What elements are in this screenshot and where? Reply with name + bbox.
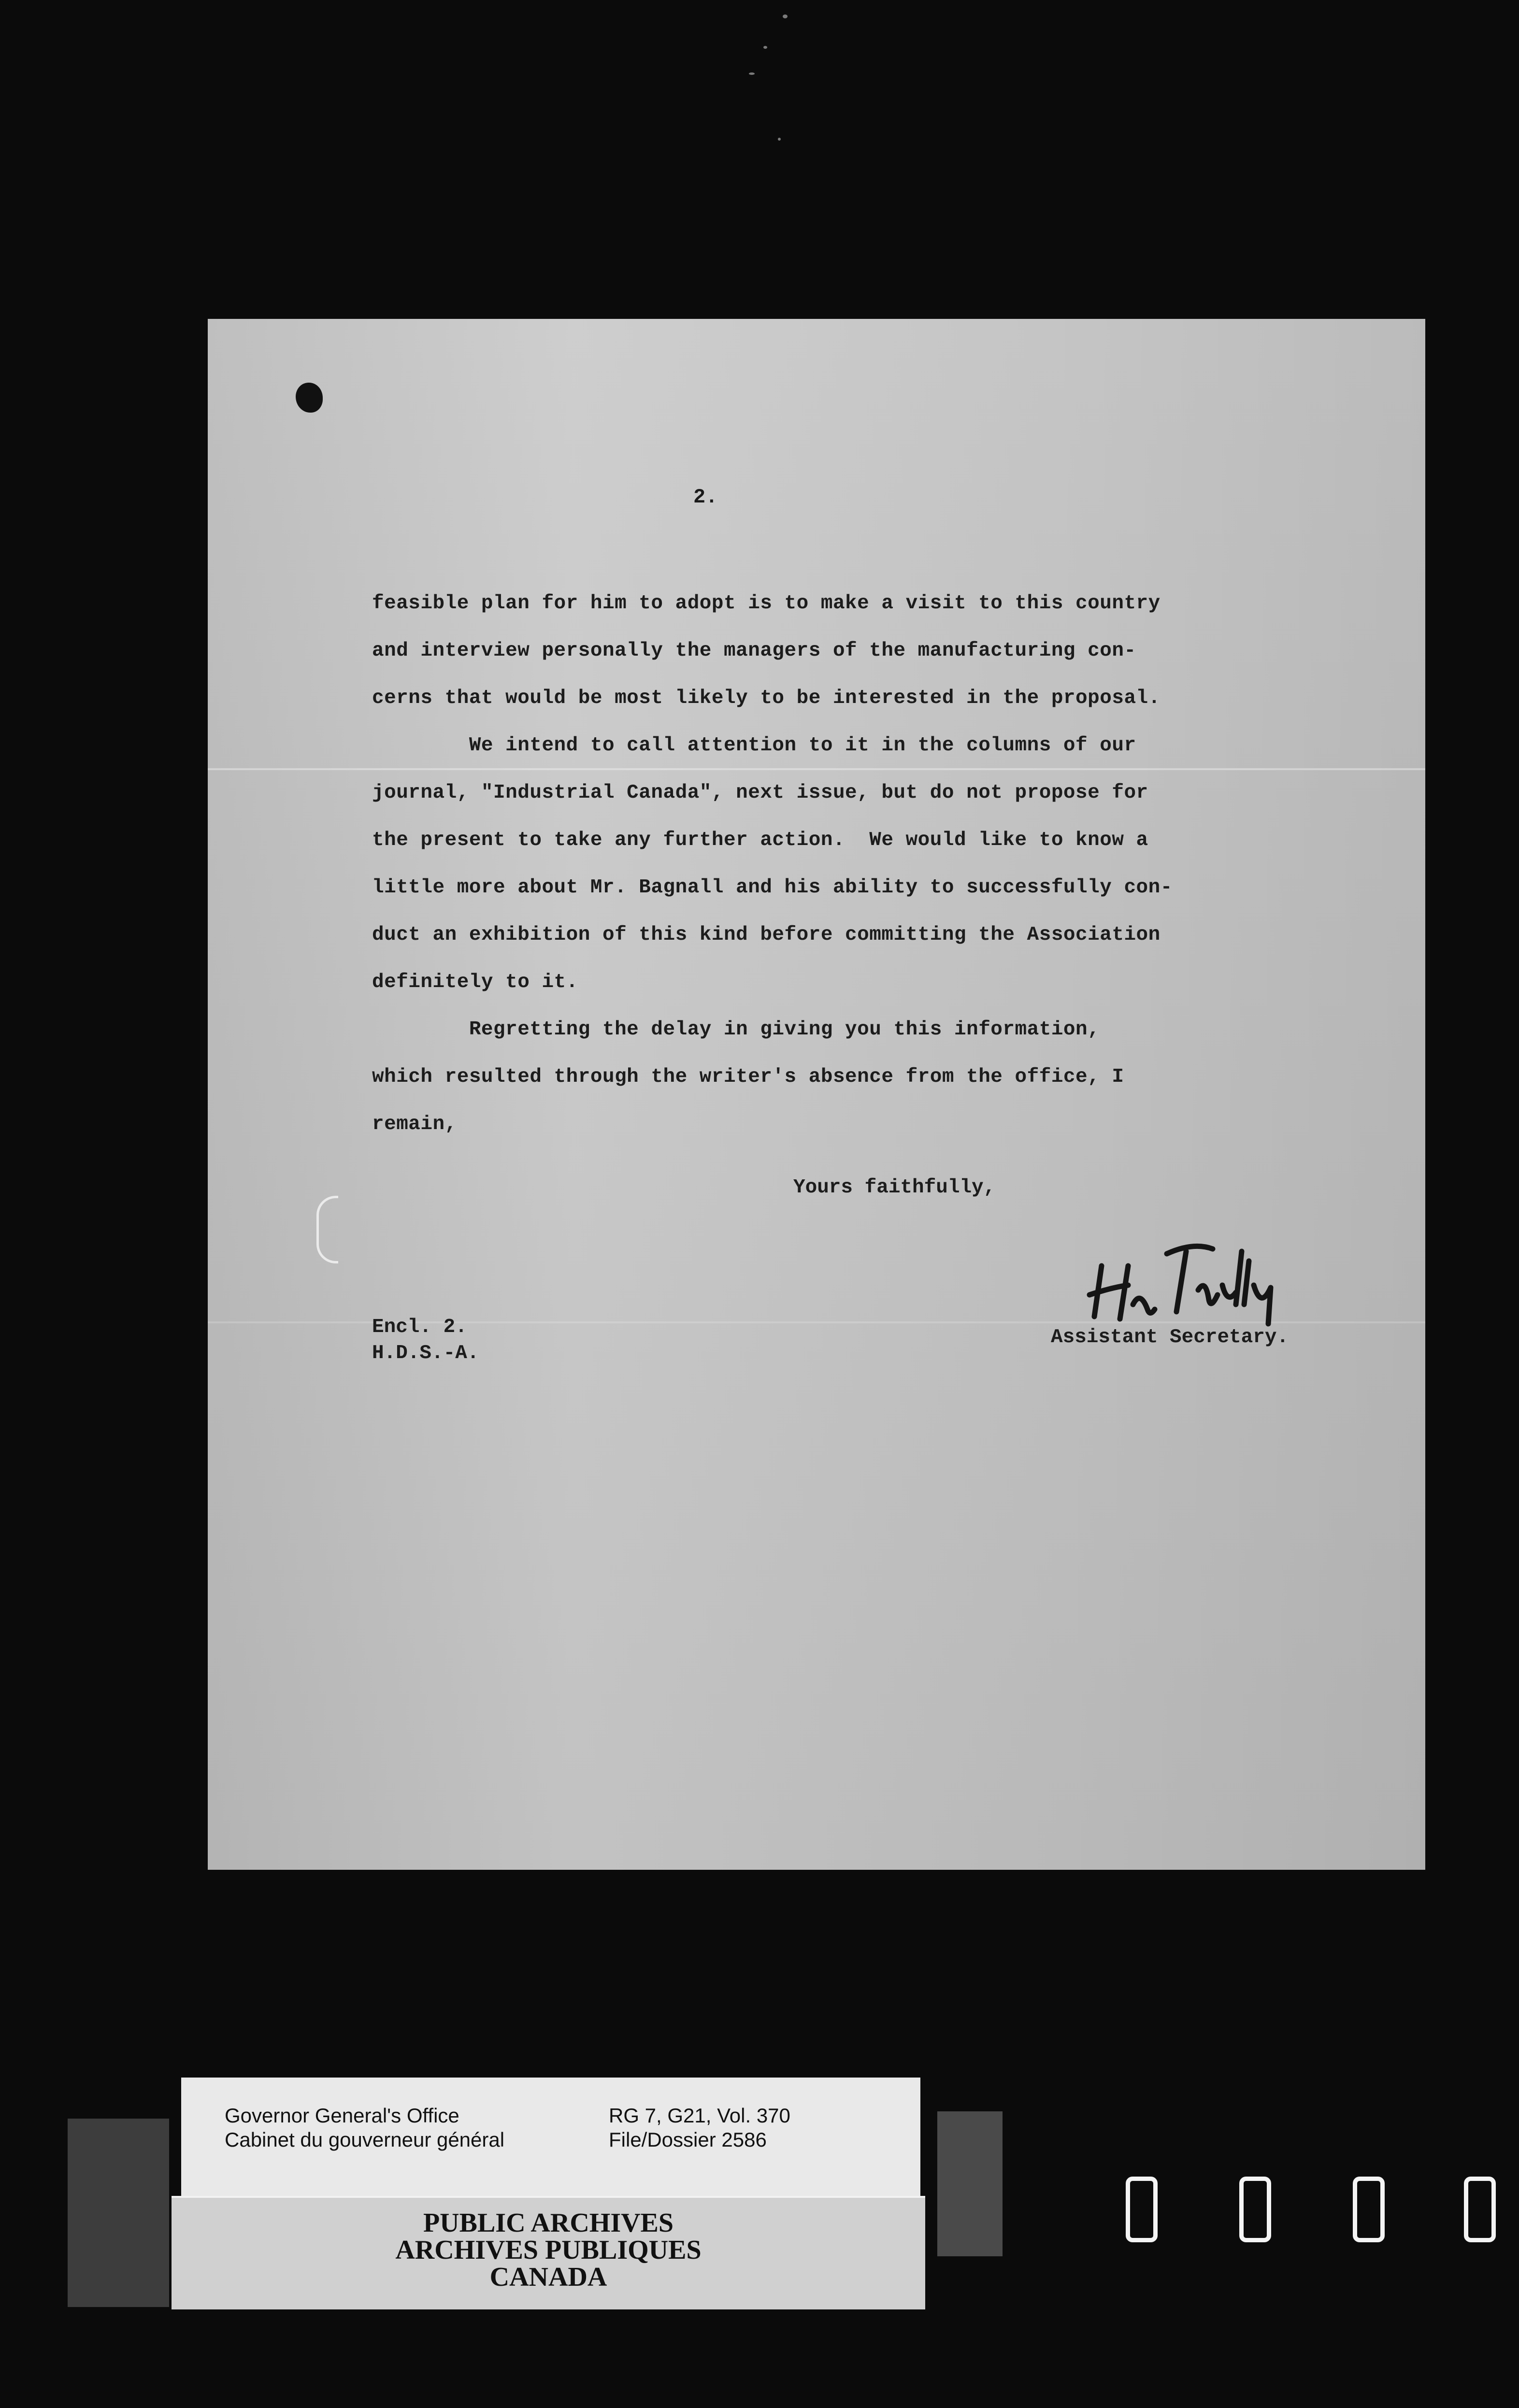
stamp-line: ARCHIVES PUBLIQUES <box>395 2235 702 2265</box>
archive-reference-label <box>181 2078 920 2196</box>
paragraph: feasible plan for him to adopt is to make a visit to this country and interview personally the managers of the manufacturing con- cerns that would be most likely to be interested in the proposal. <box>372 592 1161 709</box>
enclosure-note: Encl. 2. <box>372 1316 467 1338</box>
frame-counter <box>1116 2177 1512 2249</box>
film-speck <box>749 72 755 75</box>
letter-body <box>372 580 1367 1148</box>
page-number: 2. <box>693 486 718 509</box>
counter-digit <box>1126 2177 1158 2242</box>
punch-hole-icon <box>296 383 323 413</box>
film-tape <box>68 2119 169 2307</box>
film-speck <box>783 14 788 18</box>
counter-digit <box>1353 2177 1385 2242</box>
reference-initials: H.D.S.-A. <box>372 1342 479 1364</box>
stamp-line: CANADA <box>489 2262 607 2292</box>
film-speck <box>763 46 767 49</box>
counter-digit <box>1239 2177 1271 2242</box>
complimentary-closing: Yours faithfully, <box>793 1176 996 1199</box>
archives-stamp <box>172 2196 925 2309</box>
counter-digit <box>1464 2177 1496 2242</box>
film-speck <box>778 138 781 141</box>
stamp-line: PUBLIC ARCHIVES <box>423 2208 674 2238</box>
reference-block <box>372 1314 479 1366</box>
handwritten-signature-icon <box>1082 1232 1285 1329</box>
paragraph: Regretting the delay in giving you this information, which resulted through the writer's absence from the office, I remain, <box>372 1018 1124 1135</box>
file-number: File/Dossier 2586 <box>609 2128 767 2151</box>
letter-page <box>208 319 1425 1870</box>
film-tape <box>937 2111 1003 2256</box>
margin-bracket-mark <box>316 1196 338 1263</box>
office-english: Governor General's Office <box>225 2104 459 2127</box>
office-french: Cabinet du gouverneur général <box>225 2128 505 2151</box>
record-group: RG 7, G21, Vol. 370 <box>609 2104 790 2127</box>
paragraph: We intend to call attention to it in the columns of our journal, "Industrial Canada", next issue, but do not propose for the present to take any further action. We would like to know a little more about Mr. Bagnall and his ability to successfully con- duct an exhibition of this kind before committing the Association definitely to it. <box>372 734 1173 993</box>
signatory-title: Assistant Secretary. <box>1051 1326 1289 1348</box>
